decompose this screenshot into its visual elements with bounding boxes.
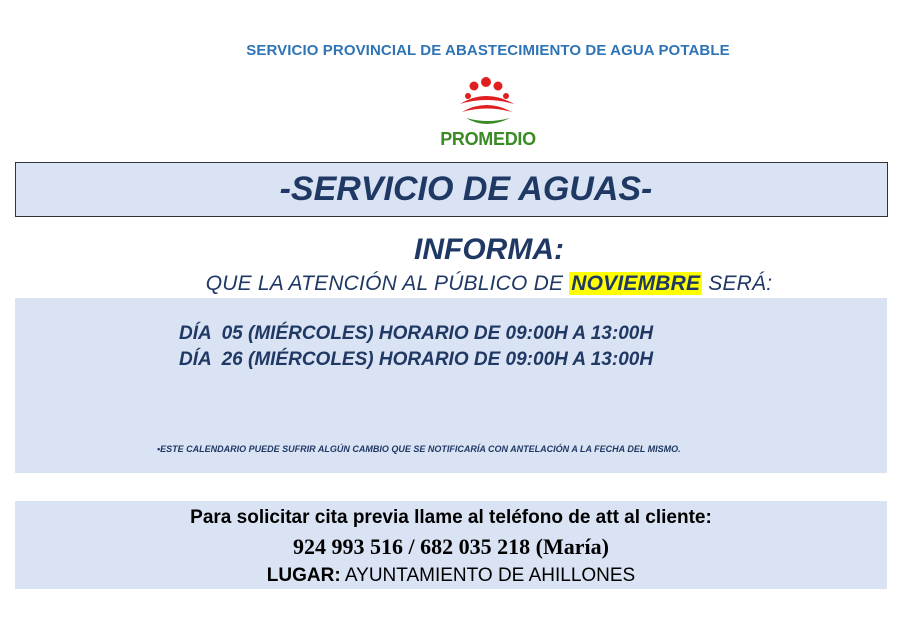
schedule-note: •ESTE CALENDARIO PUEDE SUFRIR ALGÚN CAMBIO QUE SE NOTIFICARÍA CON ANTELACIÓN A LA FECHA DEL MISMO. — [157, 444, 681, 454]
attention-line-prefix: QUE LA ATENCIÓN AL PÚBLICO DE — [205, 272, 570, 295]
header-title: SERVICIO PROVINCIAL DE ABASTECIMIENTO DE AGUA POTABLE — [246, 42, 730, 59]
schedule-panel — [15, 298, 887, 473]
contact-instructions: Para solicitar cita previa llame al teléfono de att al cliente: — [190, 507, 712, 528]
logo-text: PROMEDIO — [440, 129, 536, 149]
attention-line-suffix: SERÁ: — [702, 272, 773, 295]
promedio-logo — [428, 76, 548, 152]
contact-place — [15, 565, 887, 587]
informa-heading: INFORMA: — [414, 233, 564, 266]
banner-title: -SERVICIO DE AGUAS- — [279, 170, 653, 208]
logo-emblem-icon — [428, 76, 548, 132]
contact-panel — [15, 501, 887, 589]
schedule-day: DÍA 05 (MIÉRCOLES) HORARIO DE 09:00H A 13:00H — [179, 323, 654, 344]
service-banner — [15, 162, 888, 217]
contact-phones: 924 993 516 / 682 035 218 (María) — [293, 534, 609, 559]
place-label: LUGAR: — [266, 565, 341, 586]
attention-line — [0, 272, 921, 296]
month-highlight: NOVIEMBRE — [571, 272, 701, 295]
place-value: AYUNTAMIENTO DE AHILLONES — [340, 565, 636, 586]
schedule-day: DÍA 26 (MIÉRCOLES) HORARIO DE 09:00H A 13:00H — [179, 349, 654, 370]
